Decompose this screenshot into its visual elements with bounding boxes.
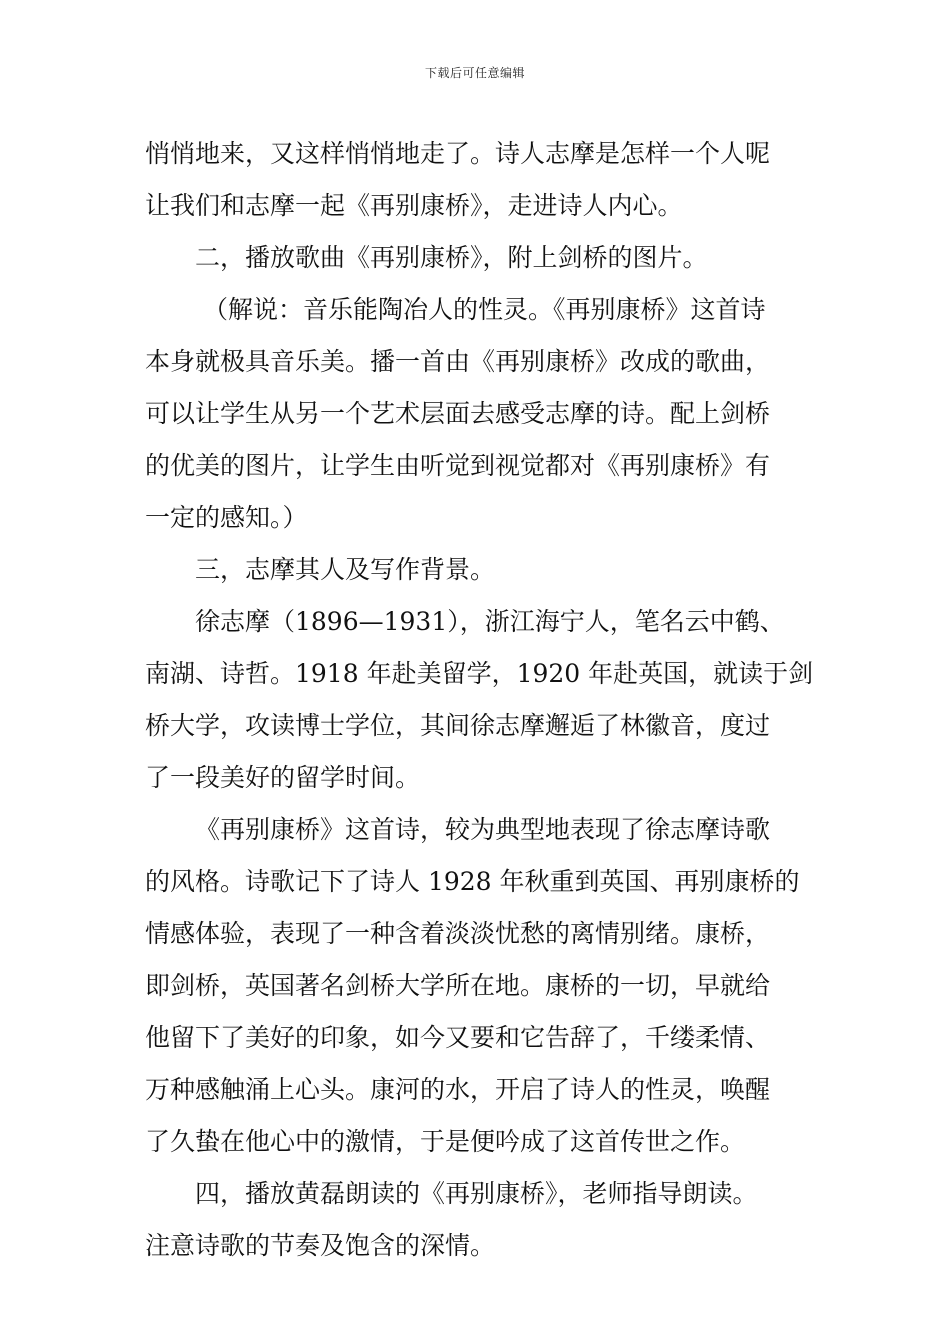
body-text bbox=[145, 128, 815, 1272]
text-line: 桥大学，攻读博士学位，其间徐志摩邂逅了林徽音，度过 bbox=[145, 711, 771, 740]
text-line: 即剑桥，英国著名剑桥大学所在地。康桥的一切，早就给 bbox=[145, 971, 771, 1000]
text-line: 徐志摩（1896—1931），浙江海宁人，笔名云中鹤、 bbox=[195, 607, 785, 636]
text-line: 万种感触涌上心头。康河的水，开启了诗人的性灵，唤醒 bbox=[145, 1075, 771, 1104]
text-line: 让我们和志摩一起《再别康桥》，走进诗人内心。 bbox=[145, 191, 683, 220]
text-line: 《再别康桥》这首诗，较为典型地表现了徐志摩诗歌 bbox=[195, 815, 771, 844]
text-line: 一定的感知。） bbox=[145, 503, 308, 532]
text-line: 他留下了美好的印象，如今又要和它告辞了，千缕柔情、 bbox=[145, 1023, 771, 1052]
text-line: 悄悄地来，又这样悄悄地走了。诗人志摩是怎样一个人呢 bbox=[145, 139, 771, 168]
text-line: 情感体验，表现了一种含着淡淡忧愁的离情别绪。康桥， bbox=[145, 919, 771, 948]
text-line: 的风格。诗歌记下了诗人 1928 年秋重到英国、再别康桥的 bbox=[145, 867, 800, 896]
text-line: 的优美的图片，让学生由听觉到视觉都对《再别康桥》有 bbox=[145, 451, 771, 480]
text-line: 了久蛰在他心中的激情，于是便吟成了这首传世之作。 bbox=[145, 1127, 746, 1156]
text-line: （解说：音乐能陶冶人的性灵。《再别康桥》这首诗 bbox=[203, 295, 766, 324]
text-line: 了一段美好的留学时间。 bbox=[145, 763, 421, 792]
text-line: 注意诗歌的节奏及饱含的深情。 bbox=[145, 1231, 496, 1260]
section-heading: 四，播放黄磊朗读的《再别康桥》，老师指导朗读。 bbox=[195, 1179, 758, 1208]
page-header: 下载后可任意编辑 bbox=[424, 66, 525, 80]
text-line: 本身就极具音乐美。播一首由《再别康桥》改成的歌曲， bbox=[145, 347, 771, 376]
text-line: 可以让学生从另一个艺术层面去感受志摩的诗。配上剑桥 bbox=[145, 399, 771, 428]
section-heading: 三，志摩其人及写作背景。 bbox=[195, 555, 496, 584]
text-line: 南湖、诗哲。1918 年赴美留学，1920 年赴英国，就读于剑 bbox=[145, 659, 814, 688]
section-heading: 二，播放歌曲《再别康桥》，附上剑桥的图片。 bbox=[195, 243, 708, 272]
